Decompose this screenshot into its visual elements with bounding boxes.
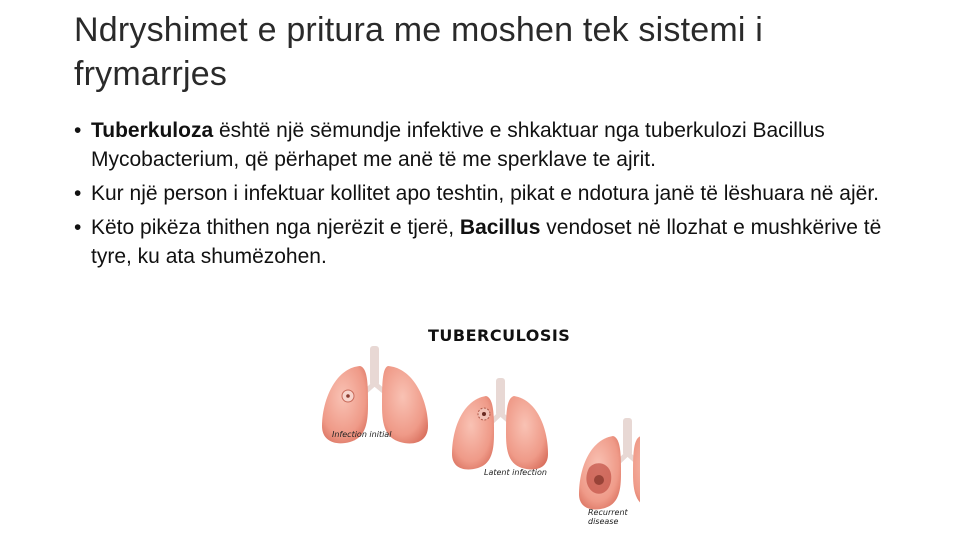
bullet-item — [74, 116, 904, 174]
bullet-text: Kur një person i infektuar kollitet apo teshtin, pikat e ndotura janë të lëshuara në ajër. — [91, 182, 879, 205]
caption-latent-infection: Latent infection — [484, 468, 547, 477]
bullet-pre: Këto pikëza thithen nga njerëzit e tjerë, — [91, 216, 460, 239]
slide-title: Ndryshimet e pritura me moshen tek sistemi i frymarrjes — [74, 11, 764, 93]
figure-title: TUBERCULOSIS — [428, 326, 571, 345]
bullet-dot: • — [74, 216, 82, 239]
tuberculosis-figure — [300, 318, 640, 533]
bullet-dot: • — [74, 182, 82, 205]
caption-recurrent-disease: Recurrent disease — [588, 508, 628, 526]
bullet-list — [74, 116, 904, 276]
bullet-bold: Bacillus — [459, 216, 541, 239]
lungs-latent-infection — [452, 378, 548, 469]
bullet-text: vendoset në llozhat e mushkërive të tyre, ku ata shumëzohen. — [91, 216, 882, 268]
lungs-recurrent-disease — [579, 418, 640, 509]
lungs-illustration — [300, 318, 640, 533]
bullet-text: është një sëmundje infektive e shkaktuar nga tuberkulozi Bacillus Mycobacterium, që përhapet me anë të me sperklave te ajrit. — [91, 119, 825, 171]
bullet-item — [74, 179, 904, 208]
caption-infection-initial: Infection initial — [332, 430, 392, 439]
bullet-item — [74, 213, 904, 271]
bullet-bold: Tuberkuloza — [91, 119, 214, 142]
bullet-dot: • — [74, 119, 82, 142]
lungs-infection-initial — [322, 346, 428, 443]
